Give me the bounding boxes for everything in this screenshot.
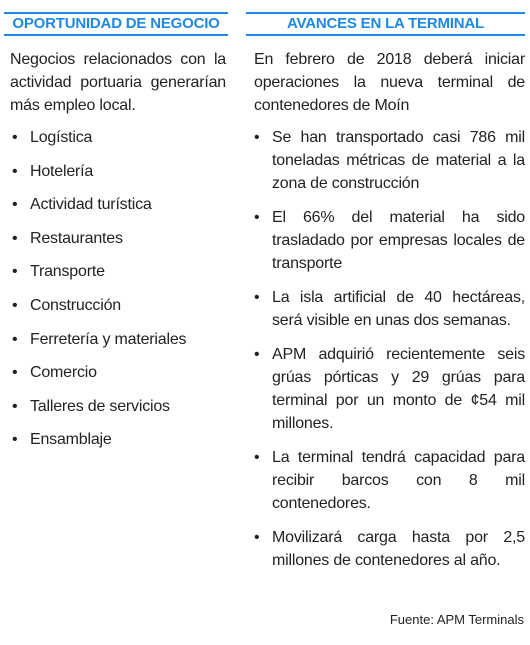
list-item bbox=[4, 126, 228, 149]
bullet-icon: • bbox=[12, 229, 18, 247]
bullet-icon: • bbox=[12, 330, 18, 348]
terminal-progress-heading: AVANCES EN LA TERMINAL bbox=[246, 12, 525, 36]
list-item-text: Comercio bbox=[30, 364, 97, 382]
list-item bbox=[4, 361, 228, 384]
bullet-icon: • bbox=[12, 296, 18, 314]
business-opportunity-column bbox=[4, 12, 228, 462]
bullet-icon: • bbox=[12, 431, 18, 449]
list-item bbox=[4, 193, 228, 216]
list-item bbox=[4, 227, 228, 250]
bullet-icon: • bbox=[12, 162, 18, 180]
list-item-text: Transporte bbox=[30, 263, 105, 281]
list-item-text: Actividad turística bbox=[30, 196, 152, 214]
list-item bbox=[4, 160, 228, 183]
bullet-icon: • bbox=[12, 397, 18, 415]
bullet-icon: • bbox=[12, 129, 18, 146]
list-item-text: Se han transportado casi 786 mil toneladas métricas de material a la zona de construcción bbox=[272, 129, 525, 192]
list-item bbox=[4, 260, 228, 283]
business-list bbox=[4, 126, 228, 451]
list-item bbox=[246, 343, 525, 435]
bullet-icon: • bbox=[12, 263, 18, 281]
list-item bbox=[246, 446, 525, 515]
list-item bbox=[246, 526, 525, 572]
list-item-text: Movilizará carga hasta por 2,5 millones de contenedores al año. bbox=[272, 529, 525, 569]
business-opportunity-intro: Negocios relacionados con la actividad portuaria generarían más empleo local. bbox=[10, 51, 226, 114]
bullet-icon: • bbox=[254, 529, 260, 546]
list-item-text: Ensamblaje bbox=[30, 431, 112, 449]
list-item-text: La isla artificial de 40 hectáreas, será visible en unas dos semanas. bbox=[272, 289, 525, 329]
list-item-text: Hotelería bbox=[30, 162, 94, 180]
bullet-icon: • bbox=[254, 346, 260, 363]
bullet-icon: • bbox=[12, 196, 18, 214]
bullet-icon: • bbox=[254, 209, 260, 226]
list-item bbox=[4, 328, 228, 351]
list-item-text: El 66% del material ha sido trasladado por empresas locales de transporte bbox=[272, 209, 525, 272]
list-item bbox=[246, 126, 525, 195]
list-item-text: Ferretería y materiales bbox=[30, 330, 187, 348]
list-item bbox=[4, 294, 228, 317]
terminal-progress-intro: En febrero de 2018 deberá iniciar operaciones la nueva terminal de contenedores de Moín bbox=[254, 51, 525, 114]
bullet-icon: • bbox=[254, 449, 260, 466]
list-item bbox=[4, 395, 228, 418]
list-item-text: Construcción bbox=[30, 296, 121, 314]
progress-list bbox=[246, 126, 525, 572]
list-item-text: Talleres de servicios bbox=[30, 397, 170, 415]
list-item-text: Logística bbox=[30, 129, 93, 146]
list-item-text: Restaurantes bbox=[30, 229, 123, 247]
bullet-icon: • bbox=[12, 364, 18, 382]
bullet-icon: • bbox=[254, 129, 260, 146]
list-item bbox=[4, 428, 228, 451]
bullet-icon: • bbox=[254, 289, 260, 306]
source-credit: Fuente: APM Terminals bbox=[389, 612, 524, 627]
list-item bbox=[246, 206, 525, 275]
list-item-text: La terminal tendrá capacidad para recibir barcos con 8 mil contenedores. bbox=[272, 449, 525, 512]
business-opportunity-heading: OPORTUNIDAD DE NEGOCIO bbox=[4, 12, 228, 36]
terminal-progress-column bbox=[246, 12, 525, 583]
list-item-text: APM adquirió recientemente seis grúas pórticas y 29 grúas para terminal por un monto de ¢54 mil millones. bbox=[272, 346, 525, 432]
list-item bbox=[246, 286, 525, 332]
